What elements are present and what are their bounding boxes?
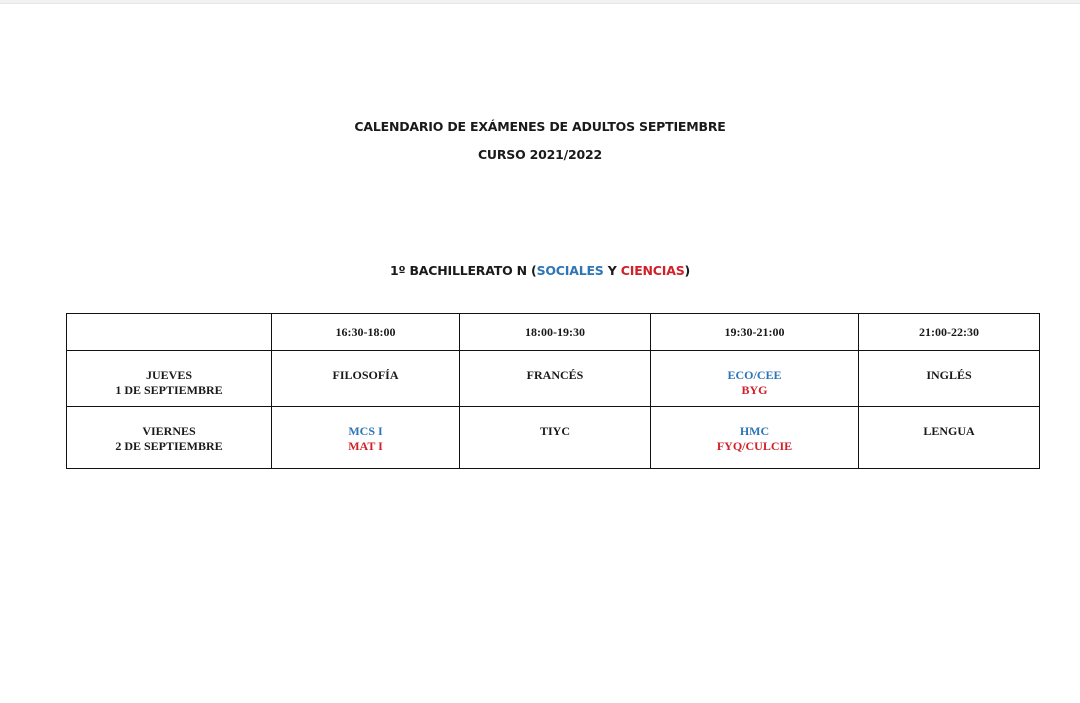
section-subtitle: [0, 263, 1080, 278]
exam-subject: TIYC: [539, 424, 570, 438]
exam-subject-sociales: MCS I: [348, 424, 383, 438]
time-slot-header: 19:30-21:00: [651, 314, 859, 351]
day-date: 2 DE SEPTIEMBRE: [115, 439, 223, 453]
exam-subject-ciencias: MAT I: [348, 439, 383, 453]
exam-cell: [460, 407, 651, 469]
subtitle-prefix: 1º BACHILLERATO N (: [389, 263, 537, 278]
table-row: [67, 407, 1040, 469]
exam-subject-sociales: ECO/CEE: [727, 368, 782, 382]
exam-subject-sociales: HMC: [739, 424, 770, 438]
day-cell: [67, 407, 272, 469]
day-date: 1 DE SEPTIEMBRE: [115, 383, 223, 397]
exam-cell: [272, 351, 460, 407]
exam-subject: LENGUA: [923, 424, 975, 438]
course-label: CURSO 2021/2022: [477, 147, 603, 162]
document-title: CALENDARIO DE EXÁMENES DE ADULTOS SEPTIEMBRE: [354, 119, 726, 134]
exam-subject: INGLÉS: [926, 368, 972, 382]
subtitle-ciencias: CIENCIAS: [620, 263, 685, 278]
exam-cell: [272, 407, 460, 469]
exam-cell: [859, 407, 1040, 469]
time-slot-header: 16:30-18:00: [272, 314, 460, 351]
day-name: JUEVES: [145, 368, 192, 382]
subtitle-sociales: SOCIALES: [536, 263, 604, 278]
exam-subject: FRANCÉS: [526, 368, 584, 382]
day-name: VIERNES: [142, 424, 196, 438]
exam-subject-ciencias: BYG: [741, 383, 768, 397]
day-cell: [67, 351, 272, 407]
subtitle-middle: Y: [603, 263, 621, 278]
table-row: [67, 351, 1040, 407]
exam-cell: [859, 351, 1040, 407]
exam-cell: [651, 351, 859, 407]
exam-subject: FILOSOFÍA: [332, 368, 399, 382]
exam-cell: [460, 351, 651, 407]
exam-cell: [651, 407, 859, 469]
exam-schedule-table: [66, 313, 1040, 469]
subtitle-suffix: ): [684, 263, 691, 278]
time-slot-header: 21:00-22:30: [859, 314, 1040, 351]
time-slot-header: 18:00-19:30: [460, 314, 651, 351]
exam-subject-ciencias: FYQ/CULCIE: [716, 439, 793, 453]
header-row: [67, 314, 1040, 351]
viewer-top-bar: [0, 0, 1080, 4]
corner-cell: [67, 314, 272, 351]
